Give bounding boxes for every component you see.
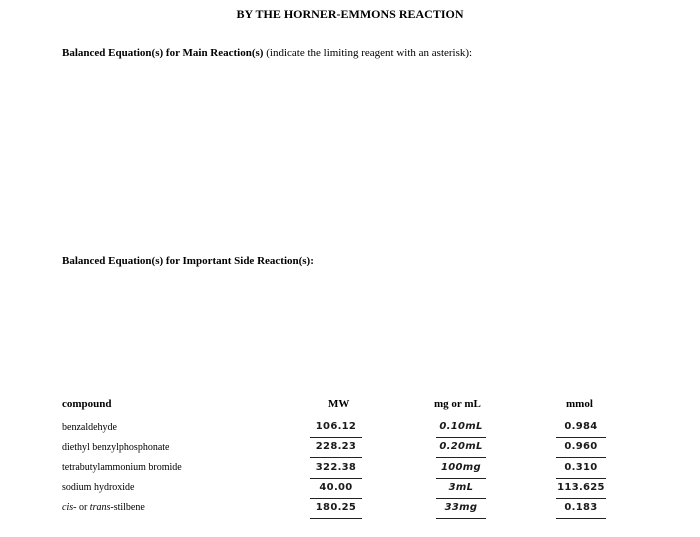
mw-field[interactable]: 228.23 xyxy=(310,439,362,458)
amount-field[interactable]: 33mg xyxy=(436,500,486,519)
mw-field[interactable]: 322.38 xyxy=(310,460,362,479)
compound-name: sodium hydroxide xyxy=(62,482,135,493)
compound-name-italic-trans: trans- xyxy=(89,502,114,513)
main-reaction-label-bold: Balanced Equation(s) for Main Reaction(s) xyxy=(62,47,264,59)
mmol-field[interactable]: 0.183 xyxy=(556,500,606,519)
amount-field[interactable]: 0.20mL xyxy=(436,439,486,458)
side-reaction-label-bold: Balanced Equation(s) for Important Side Reaction(s): xyxy=(62,255,314,267)
mw-field[interactable]: 106.12 xyxy=(310,419,362,438)
header-mmol: mmol xyxy=(566,398,593,410)
mmol-field[interactable]: 0.960 xyxy=(556,439,606,458)
compound-name xyxy=(62,502,145,513)
amount-field[interactable]: 100mg xyxy=(436,460,486,479)
compound-name-or: or xyxy=(76,502,90,513)
mmol-field[interactable]: 0.310 xyxy=(556,460,606,479)
header-mw: MW xyxy=(328,398,350,410)
mmol-field[interactable]: 113.625 xyxy=(556,480,606,499)
header-mg-or-ml: mg or mL xyxy=(434,398,481,410)
mmol-field[interactable]: 0.984 xyxy=(556,419,606,438)
mw-field[interactable]: 180.25 xyxy=(310,500,362,519)
amount-field[interactable]: 3mL xyxy=(436,480,486,499)
compound-name-italic-cis: cis- xyxy=(62,502,77,513)
compound-name: benzaldehyde xyxy=(62,422,117,433)
amount-field[interactable]: 0.10mL xyxy=(436,419,486,438)
main-reaction-label-note: (indicate the limiting reagent with an asterisk): xyxy=(263,47,473,59)
compound-name: diethyl benzylphosphonate xyxy=(62,442,170,453)
header-compound: compound xyxy=(62,398,112,410)
compound-name: tetrabutylammonium bromide xyxy=(62,462,182,473)
page-title: BY THE HORNER-EMMONS REACTION xyxy=(236,7,464,21)
mw-field[interactable]: 40.00 xyxy=(310,480,362,499)
compound-name-stilbene: stilbene xyxy=(113,502,145,513)
